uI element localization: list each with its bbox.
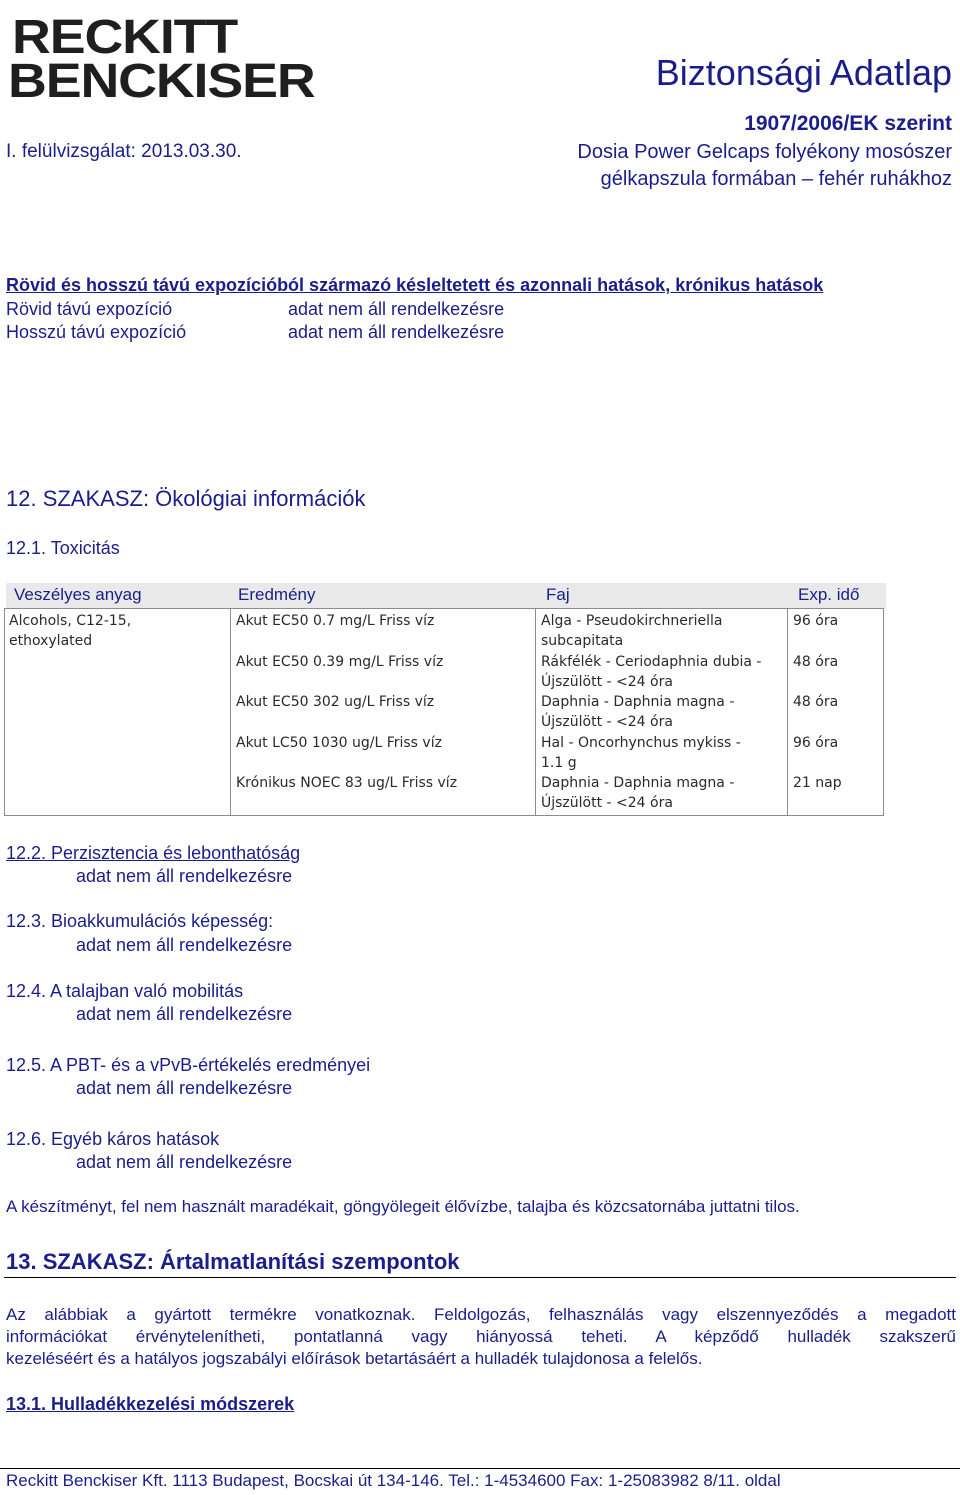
product-name-line2: gélkapszula formában – fehér ruhákhoz: [600, 168, 952, 190]
toxicity-table-header: [6, 583, 886, 609]
species-cell: subcapitata: [541, 633, 624, 649]
result-cell: Krónikus NOEC 83 ug/L Friss víz: [236, 775, 458, 791]
species-cell: Alga - Pseudokirchneriella: [541, 613, 723, 629]
result-cell: Akut EC50 0.39 mg/L Friss víz: [236, 654, 444, 670]
soil-mobility-value: adat nem áll rendelkezésre: [76, 1004, 293, 1024]
waste-methods-heading: 13.1. Hulladékkezelési módszerek: [6, 1394, 295, 1414]
table-divider: [535, 609, 536, 815]
company-logo-line1: RECKITT: [12, 11, 238, 64]
header-substance: Veszélyes anyag: [14, 585, 142, 604]
company-logo-line2: BENCKISER: [8, 55, 315, 108]
result-cell: Akut EC50 302 ug/L Friss víz: [236, 694, 435, 710]
other-effects-heading: 12.6. Egyéb káros hatások: [6, 1129, 220, 1149]
pbt-heading: 12.5. A PBT- és a vPvB-értékelés eredményei: [6, 1055, 371, 1075]
exposure-time-cell: 48 óra: [793, 694, 839, 710]
footer-rule: [0, 1468, 960, 1469]
exposure-time-cell: 96 óra: [793, 735, 839, 751]
exposure-time-cell: 21 nap: [793, 775, 842, 791]
footer-text: Reckitt Benckiser Kft. 1113 Budapest, Bocskai út 134-146. Tel.: 1-4534600 Fax: 1-25083982 8/11. oldal: [6, 1471, 781, 1490]
species-cell: Hal - Oncorhynchus mykiss -: [541, 735, 741, 751]
section-13-paragraph-line1: Az alábbiak a gyártott termékre vonatkoznak. Feldolgozás, felhasználás vagy elszennyeződés a megadott: [6, 1305, 956, 1324]
toxicity-heading: 12.1. Toxicitás: [6, 538, 120, 558]
persistence-heading: 12.2. Perzisztencia és lebonthatóság: [6, 843, 301, 863]
short-exposure-value: adat nem áll rendelkezésre: [288, 299, 505, 319]
section-12-heading: 12. SZAKASZ: Ökológiai információk: [6, 486, 366, 511]
section-13-paragraph-line3: kezeléséért és a hatályos jogszabályi előírások betartásáért a hulladék tulajdonosa a felelős.: [6, 1349, 703, 1368]
section-13-heading: 13. SZAKASZ: Ártalmatlanítási szempontok: [6, 1249, 460, 1274]
exposure-time-cell: 48 óra: [793, 654, 839, 670]
species-cell: Daphnia - Daphnia magna -: [541, 775, 735, 791]
document-title: Biztonsági Adatlap: [655, 52, 952, 93]
revision-date: I. felülvizsgálat: 2013.03.30.: [6, 141, 242, 162]
species-cell: Újszülött - <24 óra: [541, 674, 673, 690]
regulation-reference: 1907/2006/EK szerint: [744, 112, 952, 135]
header-result: Eredmény: [238, 585, 316, 604]
other-effects-value: adat nem áll rendelkezésre: [76, 1152, 293, 1172]
species-cell: Újszülött - <24 óra: [541, 795, 673, 811]
section-13-paragraph-line2: információkat érvénytelenítheti, pontatlanná vagy hiányossá teheti. A képződő hulladék szakszerű: [6, 1327, 956, 1346]
persistence-value: adat nem áll rendelkezésre: [76, 866, 293, 886]
soil-mobility-heading: 12.4. A talajban való mobilitás: [6, 981, 244, 1001]
bioaccumulation-heading: 12.3. Bioakkumulációs képesség:: [6, 911, 274, 931]
exposure-time-cell: 96 óra: [793, 613, 839, 629]
long-exposure-value: adat nem áll rendelkezésre: [288, 322, 505, 342]
species-cell: Újszülött - <24 óra: [541, 714, 673, 730]
species-cell: Rákfélék - Ceriodaphnia dubia -: [541, 654, 762, 670]
short-exposure-label: Rövid távú expozíció: [6, 299, 173, 319]
effects-heading: Rövid és hosszú távú expozícióból származó késleltetett és azonnali hatások, krónikus hatások: [6, 275, 824, 295]
pbt-value: adat nem áll rendelkezésre: [76, 1078, 293, 1098]
substance-name: ethoxylated: [9, 633, 93, 649]
section-13-rule: [4, 1277, 956, 1278]
bioaccumulation-value: adat nem áll rendelkezésre: [76, 935, 293, 955]
toxicity-table: [4, 608, 884, 816]
disposal-prohibition-note: A készítményt, fel nem használt maradékait, göngyölegeit élővízbe, talajba és közcsatornába juttatni tilos.: [6, 1197, 800, 1216]
product-name-line1: Dosia Power Gelcaps folyékony mosószer: [577, 141, 952, 163]
table-divider: [230, 609, 231, 815]
result-cell: Akut EC50 0.7 mg/L Friss víz: [236, 613, 435, 629]
table-divider: [787, 609, 788, 815]
substance-name: Alcohols, C12-15,: [9, 613, 132, 629]
species-cell: 1.1 g: [541, 755, 577, 771]
species-cell: Daphnia - Daphnia magna -: [541, 694, 735, 710]
header-species: Faj: [546, 585, 570, 604]
header-exposure-time: Exp. idő: [798, 585, 860, 604]
result-cell: Akut LC50 1030 ug/L Friss víz: [236, 735, 442, 751]
long-exposure-label: Hosszú távú expozíció: [6, 322, 187, 342]
